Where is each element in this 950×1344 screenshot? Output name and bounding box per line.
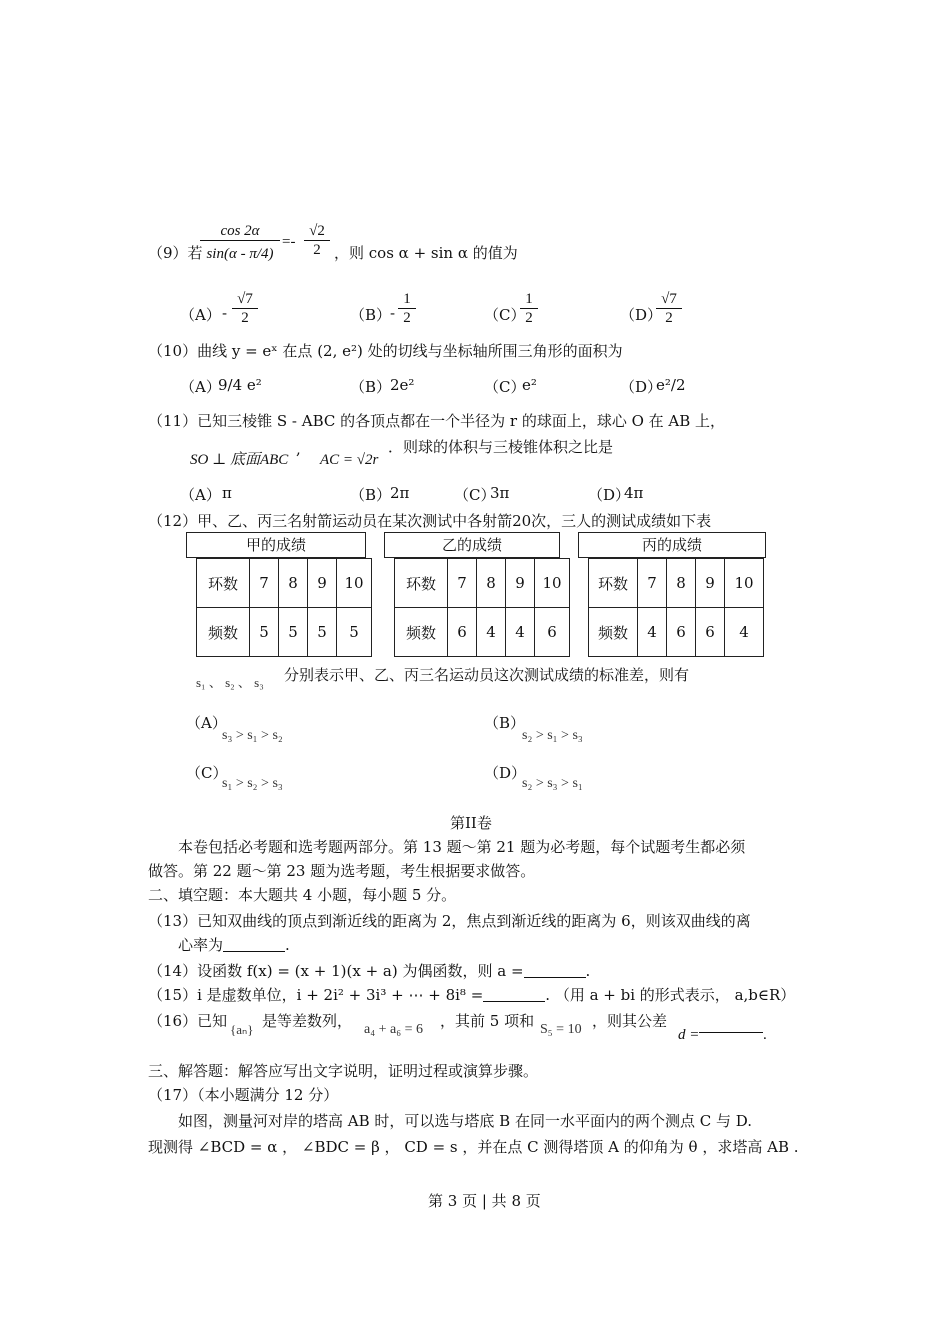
q9-equals: =- [282,234,296,250]
table-cell: 6 [696,608,725,657]
table-cell: 9 [696,559,725,608]
q11-line1: （11）已知三棱锥 S - ABC 的各顶点都在一个半径为 r 的球面上，球心 O 在 AB 上， [148,412,726,430]
q10-option-b-value: 2e² [390,376,415,394]
table-cell: 5 [337,608,372,657]
table-cell: 4 [725,608,764,657]
q12-option-a-label: （A） [186,714,227,732]
q17-line2: 现测得 ∠BCD = α ， ∠BDC = β ， CD = s ，并在点 C 测得塔顶 A 的仰角为 θ ，求塔高 AB . [148,1138,799,1156]
q15-answer-blank[interactable] [483,987,545,1002]
table-row [197,608,372,657]
table-row [395,608,570,657]
q16-label: （16）已知 [148,1012,228,1030]
q14-text: （14）设函数 f(x) = (x + 1)(x + a) 为偶函数，则 a = [148,962,524,980]
q13-answer-blank[interactable] [223,937,285,952]
part2-title: 第II卷 [450,814,492,832]
q9-option-d-num: √7 [656,290,682,309]
q11-option-b-label: （B） [350,486,392,504]
q16-diff-text: ，则其公差 [592,1012,668,1030]
q16-answer-blank[interactable] [699,1018,763,1033]
q16-var: d = . [678,1018,767,1044]
q9-option-b-label: （B） [350,306,392,324]
q10-option-a-value: 9/4 e² [218,376,262,394]
table-cell: 4 [477,608,506,657]
table-cell: 6 [535,608,570,657]
part2-intro-2: 做答。第 22 题～第 23 题为选考题，考生根据要求做答。 [148,862,536,880]
table-cell: 4 [506,608,535,657]
q16-mid: 是等差数列， [262,1012,353,1030]
q9-option-d-value [656,290,682,327]
table-cell: 5 [250,608,279,657]
table-yi [394,558,570,657]
q14: （14）设函数 f(x) = (x + 1)(x + a) 为偶函数，则 a = . [148,962,591,980]
q11-option-c-value: 3π [490,484,510,502]
q9-frac-den: sin(α - π/4) [206,246,274,262]
table-cell: 9 [506,559,535,608]
q17-line1: 如图，测量河对岸的塔高 AB 时，可以选与塔底 B 在同一水平面内的两个测点 C 与 D. [178,1112,752,1130]
q12-option-d-label: （D） [484,764,527,782]
q9-rhs [304,222,330,259]
q11-comma: , [296,440,301,458]
q11-option-a-label: （A） [180,486,221,504]
q10-text: （10）曲线 y = eˣ 在点 (2, e²) 处的切线与坐标轴所围三角形的面积为 [148,342,623,360]
section-solve-heading: 三、解答题：解答应写出文字说明，证明过程或演算步骤。 [148,1062,539,1080]
q16-condition: a₄ + a₆ = 6 [364,1022,423,1037]
q11-option-b-value: 2π [390,484,410,502]
q9-option-c-den: 2 [525,310,533,326]
table-row [589,608,764,657]
table-row [197,559,372,608]
q15-text: （15）i 是虚数单位，i + 2i² + 3i³ + ⋯ + 8i⁸ = [148,986,484,1004]
table-cell: 环数 [197,559,250,608]
table-cell: 10 [535,559,570,608]
q11-option-d-value: 4π [624,484,644,502]
table-jia [196,558,372,657]
q10-option-d-label: （D） [620,378,663,396]
table-jia-title: 甲的成绩 [186,532,366,558]
q11-cond2: AC = √2r [320,452,379,468]
q12-option-c-value: s₁ > s₂ > s₃ [222,776,283,791]
q15-tail: . （用 a + bi 的形式表示， a,b∈R） [545,986,796,1004]
q9-option-d-den: 2 [665,310,673,326]
section-fill-in-heading: 二、填空题：本大题共 4 小题，每小题 5 分。 [148,886,457,904]
q9-option-a-den: 2 [241,310,249,326]
table-cell: 频数 [589,608,638,657]
part2-intro-1: 本卷包括必考题和选考题两部分。第 13 题～第 21 题为必考题，每个试题考生都必须 [178,838,746,856]
q12-option-b-value: s₂ > s₁ > s₃ [522,728,583,743]
q9-option-d-label: （D） [620,306,663,324]
q9-option-a-sign: - [222,304,228,322]
q9-rhs-den: 2 [313,242,321,258]
q10-option-c-value: e² [522,376,537,394]
q9-option-a-value [232,290,258,327]
q13-line1: （13）已知双曲线的顶点到渐近线的距离为 2，焦点到渐近线的距离为 6，则该双曲线的离 [148,912,751,930]
table-cell: 7 [250,559,279,608]
table-cell: 10 [725,559,764,608]
q9-tail: ，则 cos α + sin α 的值为 [334,244,518,262]
q11-option-a-value: π [222,484,232,502]
q11-line2-tail: ．则球的体积与三棱锥体积之比是 [388,438,614,456]
q16-s5: S₅ = 10 [540,1022,582,1037]
q12-s-symbols: s₁ 、 s₂ 、 s₃ [196,675,264,690]
table-cell: 8 [667,559,696,608]
q12-text: （12）甲、乙、丙三名射箭运动员在某次测试中各射箭20次，三人的测试成绩如下表 [148,512,712,530]
q9-frac-num: cos 2α [200,222,280,241]
table-cell: 环数 [395,559,448,608]
q11-cond1: SO ⊥ 底面ABC [190,452,289,468]
q12-option-b-label: （B） [484,714,526,732]
q9-option-b-den: 2 [403,310,411,326]
q10-option-d-value: e²/2 [656,376,686,394]
table-cell: 频数 [197,608,250,657]
table-cell: 6 [667,608,696,657]
table-cell: 9 [308,559,337,608]
table-cell: 8 [279,559,308,608]
q9-option-c-value [520,290,538,327]
q9-option-a-label: （A） [180,306,221,324]
q9-fraction [200,222,280,263]
table-cell: 7 [638,559,667,608]
q9-option-a-num: √7 [232,290,258,309]
table-cell: 频数 [395,608,448,657]
table-bing-title: 丙的成绩 [578,532,766,558]
q9-option-b-num: 1 [398,290,416,309]
table-yi-title: 乙的成绩 [384,532,560,558]
q9-label: （9）若 [148,244,203,262]
q12-option-c-label: （C） [186,764,228,782]
q16-sum-text: ，其前 5 项和 [440,1012,535,1030]
table-cell: 5 [279,608,308,657]
q10-option-a-label: （A） [180,378,221,396]
table-row [395,559,570,608]
q9-option-b-sign: - [390,304,396,322]
table-cell: 8 [477,559,506,608]
q13-line2: 心率为 . [178,936,290,954]
table-cell: 10 [337,559,372,608]
q11-option-c-label: （C） [454,486,496,504]
table-cell: 4 [638,608,667,657]
page-footer: 第 3 页 | 共 8 页 [428,1192,541,1210]
table-cell: 7 [448,559,477,608]
q12-option-d-value: s₂ > s₃ > s₁ [522,776,583,791]
q17-heading: （17）（本小题满分 12 分） [148,1086,339,1104]
table-row [589,559,764,608]
q16-var-text: d = [678,1027,700,1043]
q12-after-text: 分别表示甲、乙、丙三名运动员这次测试成绩的标准差，则有 [284,666,690,684]
q9-option-c-num: 1 [520,290,538,309]
q9-option-b-value [398,290,416,327]
table-cell: 环数 [589,559,638,608]
q16-sequence: {aₙ} [230,1022,254,1037]
q9-option-c-label: （C） [484,306,526,324]
q11-option-d-label: （D） [588,486,631,504]
q9-rhs-num: √2 [304,222,330,241]
q14-answer-blank[interactable] [524,963,586,978]
table-cell: 5 [308,608,337,657]
q13-prompt: 心率为 [178,936,224,954]
q12-option-a-value: s₃ > s₁ > s₂ [222,728,283,743]
table-cell: 6 [448,608,477,657]
table-bing [588,558,764,657]
q15 [148,984,795,1005]
q10-option-b-label: （B） [350,378,392,396]
q10-option-c-label: （C） [484,378,526,396]
